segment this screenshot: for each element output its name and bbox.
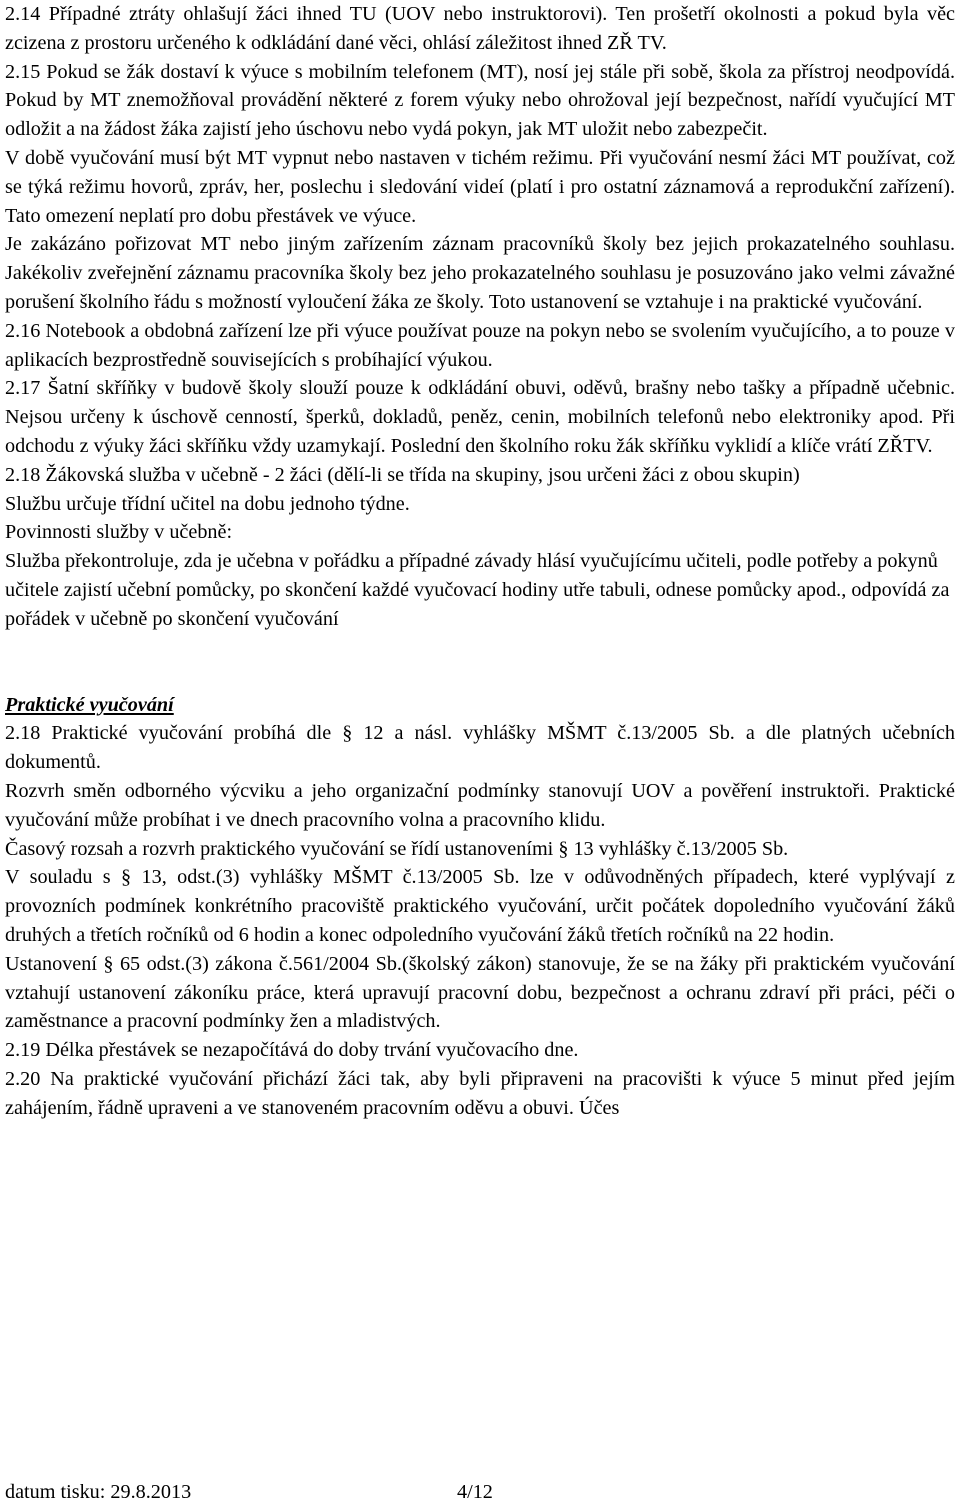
section-spacer [5,634,955,691]
page-footer [5,1478,955,1506]
paragraph-13-odst-3: V souladu s § 13, odst.(3) vyhlášky MŠMT č.13/2005 Sb. lze v odůvodněných případech, které vyplývají z provozních podmínek konkrétního pracoviště praktického vyučování, určit počátek dopoledního vyučování žáků druhých a třetích ročníků od 6 hodin a konec odpoledního vyučování žáků třetích ročníků na 22 hodin. [5,866,955,946]
paragraph-2-16: 2.16 Notebook a obdobná zařízení lze při výuce používat pouze na pokyn nebo se svolením vyučujícího, a to pouze v aplikacích bezprostředně souvisejících s probíhající výukou. [5,319,955,371]
paragraph-2-17: 2.17 Šatní skříňky v budově školy slouží pouze k odkládání obuvi, oděvů, brašny nebo tašky a případně učebnic. Nejsou určeny k úschově cenností, šperků, dokladů, peněz, cenin, mobilních telefonů nebo elektroniky apod. Při odchodu z výuky žáci skříňku vždy uzamykají. Poslední den školního roku žák skříňku vyklidí a klíče vrátí ZŘTV. [5,377,955,457]
paragraph-2-18-service: 2.18 Žákovská služba v učebně - 2 žáci (dělí-li se třída na skupiny, jsou určeni žáci z obou skupin) [5,463,800,486]
paragraph-2-19: 2.19 Délka přestávek se nezapočítává do doby trvání vyučovacího dne. [5,1039,579,1062]
paragraph-2-15: 2.15 Pokud se žák dostaví k výuce s mobilním telefonem (MT), nosí jej stále při sobě, škola za přístroj neodpovídá. Pokud by MT znemožňoval provádění některé z forem výuky nebo ohrožoval její bezpečnost, nařídí vyučující MT odložit a na žádost žáka zajistí jeho úschovu nebo vydá pokyn, jak MT uložit nebo zabezpečit. [5,60,955,141]
paragraph-2-14: 2.14 Případné ztráty ohlašují žáci ihned TU (UOV nebo instruktorovi). Ten prošetří okolnosti a pokud byla věc zcizena z prostoru určeného k odkládání dané věci, ohlásí záležitost ihned ZŘ TV. [5,3,955,54]
paragraph-practical-2-18: 2.18 Praktické vyučování probíhá dle § 12 a násl. vyhlášky MŠMT č.13/2005 Sb. a dle platných učebních dokumentů. [5,722,955,774]
paragraph-service-duties: Služba překontroluje, zda je učebna v pořádku a případné závady hlásí vyučujícímu učiteli, podle potřeby a pokynů učitele zajistí učební pomůcky, po skončení každé vyučovací hodiny utře tabuli, odnese pomůcky apod., odpovídá za pořádek v učebně po skončení vyučování [5,550,950,630]
page-number: 4/12 [457,1481,493,1503]
document-page [5,0,955,1122]
paragraph-time-range: Časový rozsah a rozvrh praktického vyučování se řídí ustanoveními § 13 vyhlášky č.13/2005 Sb. [5,837,789,860]
paragraph-shift-schedule: Rozvrh směn odborného výcviku a jeho organizační podmínky stanovují UOV a pověření instruktoři. Praktické vyučování může probíhat i ve dnech pracovního volna a pracovního klidu. [5,779,955,831]
paragraph-mt-silent: V době vyučování musí být MT vypnut nebo nastaven v tichém režimu. Při vyučování nesmí žáci MT používat, což se týká režimu hovorů, zpráv, her, poslechu i sledování videí (platí i pro ostatní záznamová a reprodukční zařízení). Tato omezení neplatí pro dobu přestávek ve výuce. [5,146,955,227]
paragraph-service-assignment: Službu určuje třídní učitel na dobu jednoho týdne. [5,492,410,515]
paragraph-service-duties-label: Povinnosti služby v učebně: [5,521,233,544]
section-heading-practical: Praktické vyučování [5,693,174,716]
print-date: datum tisku: 29.8.2013 [5,1481,192,1503]
paragraph-recording-ban: Je zakázáno pořizovat MT nebo jiným zařízením záznam pracovníků školy bez jejich prokazatelného souhlasu. Jakékoliv zveřejnění záznamu pracovníka školy bez jeho prokazatelného souhlasu je posuzováno jako velmi závažné porušení školního řádu s možností vyloučení žáka ze školy. Toto ustanovení se vztahuje i na praktické vyučování. [5,233,955,313]
paragraph-2-20: 2.20 Na praktické vyučování přichází žáci tak, aby byli připraveni na pracovišti k výuce 5 minut před jejím zahájením, řádně upraveni a ve stanoveném pracovním oděvu a obuvi. Účes [5,1067,955,1119]
paragraph-65-odst-3: Ustanovení § 65 odst.(3) zákona č.561/2004 Sb.(školský zákon) stanovuje, že se na žáky při praktickém vyučování vztahují ustanovení zákoníku práce, která upravují pracovní dobu, bezpečnost a ochranu zdraví při práci, péči o zaměstnance a pracovní podmínky žen a mladistvých. [5,952,955,1033]
